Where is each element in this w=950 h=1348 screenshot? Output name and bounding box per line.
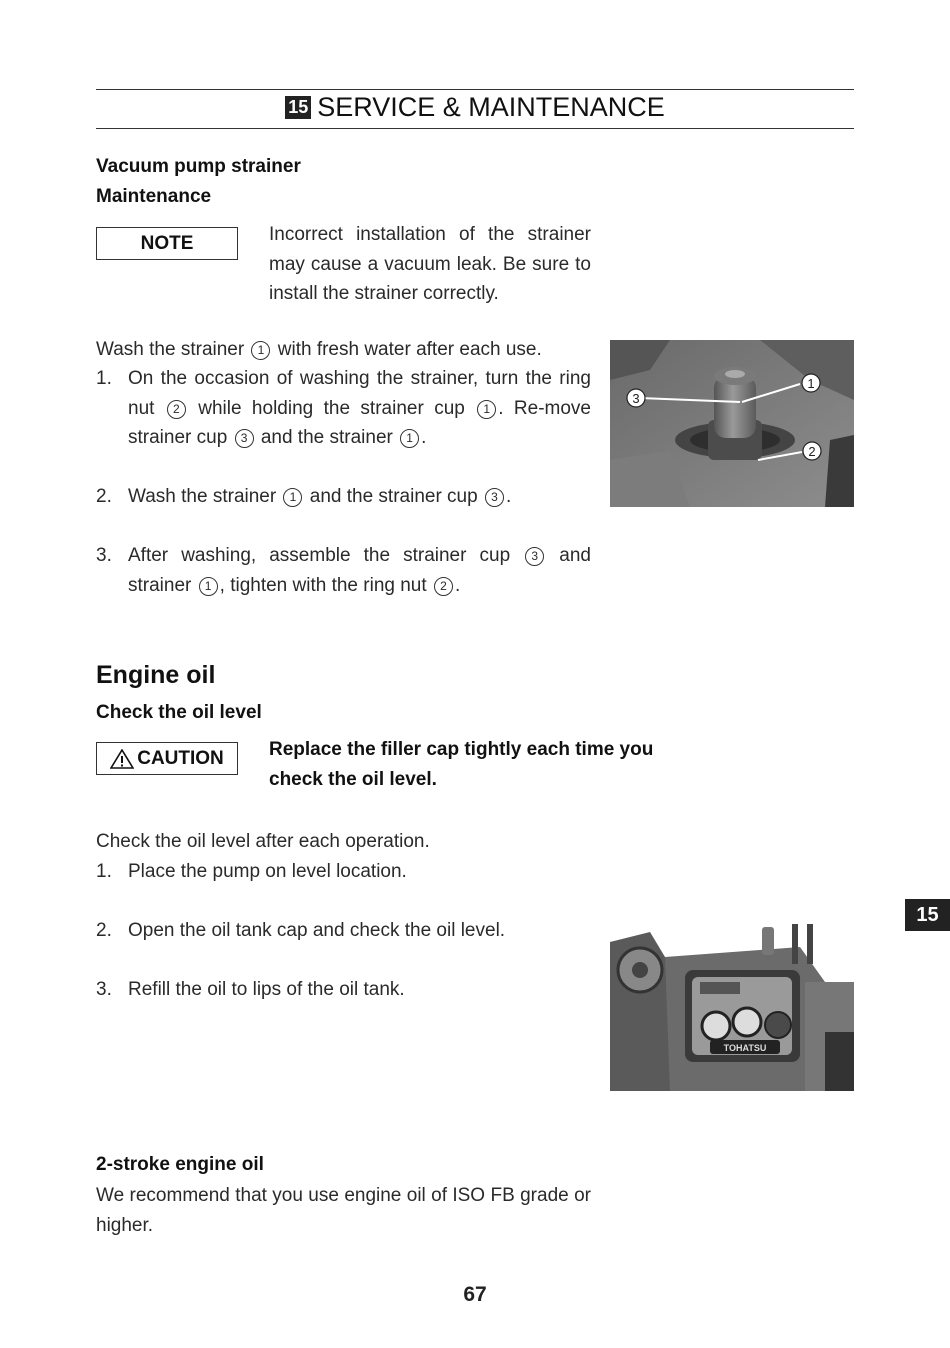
step-text-part: and the strainer [255, 427, 399, 448]
callout-ref: 3 [525, 547, 544, 566]
step-text-part: . [505, 486, 512, 507]
page-number: 67 [463, 1283, 487, 1306]
chapter-side-tab [905, 899, 950, 931]
callout-ref: 1 [477, 400, 496, 419]
oil-step-2 [96, 916, 591, 946]
callout-1 [802, 374, 820, 392]
step-text-part: After washing, assemble the strainer cup [128, 545, 524, 566]
header-bottom-rule [96, 128, 854, 129]
svg-text:1: 1 [807, 376, 815, 391]
subsection-title-maintenance: Maintenance [96, 186, 212, 207]
step-text [128, 482, 591, 512]
step-text-part: . [454, 574, 461, 596]
callout-ref: 1 [283, 488, 302, 507]
page-title: SERVICE & MAINTENANCE [317, 92, 665, 122]
step-number: 1. [96, 861, 112, 882]
strainer-photo-drawing [610, 340, 854, 507]
pump-panel-drawing [610, 922, 854, 1091]
svg-text:3: 3 [632, 391, 640, 406]
step-text-part: . [421, 427, 427, 448]
step-number: 3. [96, 545, 112, 566]
note-text: Incorrect installation of the strainer may cause a vacuum leak. Be sure to install the strainer correctly. [269, 224, 591, 304]
vacuum-step-1 [96, 364, 591, 454]
step-number: 2. [96, 486, 112, 507]
step-text: Place the pump on level location. [128, 861, 407, 882]
step-number: 2. [96, 920, 112, 941]
header-top-rule [96, 89, 854, 90]
brand-label: TOHATSU [723, 1043, 767, 1053]
chapter-number-badge: 15 [285, 96, 311, 119]
callout-ref: 1 [400, 429, 419, 448]
callout-ref-1: 1 [251, 341, 270, 360]
note-label: NOTE [140, 232, 194, 254]
step-text [128, 364, 591, 453]
subsection-title-check-oil-level: Check the oil level [96, 702, 262, 723]
callout-ref: 2 [167, 400, 186, 419]
warning-triangle-icon [110, 749, 134, 769]
note-label-box [96, 227, 238, 260]
oil-step-1 [96, 857, 591, 887]
callout-ref: 2 [434, 577, 453, 596]
vacuum-intro [96, 335, 542, 365]
intro-text-before: Wash the strainer [96, 339, 245, 360]
callout-2 [803, 442, 821, 460]
section-title-vacuum-strainer: Vacuum pump strainer [96, 156, 301, 177]
section-title-engine-oil: Engine oil [96, 661, 216, 689]
svg-text:2: 2 [808, 444, 816, 459]
pump-panel-photo [610, 922, 854, 1091]
step-text-part: Wash the strainer [128, 486, 282, 507]
vacuum-step-3 [96, 541, 591, 601]
step-number: 3. [96, 979, 112, 1000]
vacuum-step-2 [96, 482, 591, 512]
step-number: 1. [96, 368, 112, 389]
caution-label-box [96, 742, 238, 775]
page-header [96, 92, 854, 123]
step-text-part: . Re-move strainer cup [128, 397, 591, 448]
step-text-part: , tighten with the ring nut [219, 574, 432, 596]
callout-ref: 3 [485, 488, 504, 507]
step-text [128, 541, 591, 600]
side-tab-label: 15 [916, 903, 939, 926]
caution-label: CAUTION [137, 747, 224, 769]
intro-text-after: with fresh water after each use. [277, 339, 542, 360]
step-text: Refill the oil to lips of the oil tank. [128, 979, 405, 1000]
step-text-part: and the strainer cup [304, 486, 483, 507]
step-text-part: while holding the strainer cup [187, 397, 476, 419]
oil-step-3 [96, 975, 591, 1005]
step-text-part: On the occasion of washing the strainer, turn the ring nut [128, 368, 591, 419]
two-stroke-text: We recommend that you use engine oil of ISO FB grade or higher. [96, 1185, 591, 1236]
caution-text: Replace the filler cap tightly each time you check the oil level. [269, 739, 654, 790]
callout-ref: 1 [199, 577, 218, 596]
callout-ref: 3 [235, 429, 254, 448]
oil-intro: Check the oil level after each operation. [96, 831, 430, 852]
strainer-photo [610, 340, 854, 507]
section-title-two-stroke-oil: 2-stroke engine oil [96, 1154, 264, 1175]
step-text: Open the oil tank cap and check the oil level. [128, 920, 506, 941]
callout-3 [627, 389, 645, 407]
step-text-part: and strainer [128, 545, 591, 596]
